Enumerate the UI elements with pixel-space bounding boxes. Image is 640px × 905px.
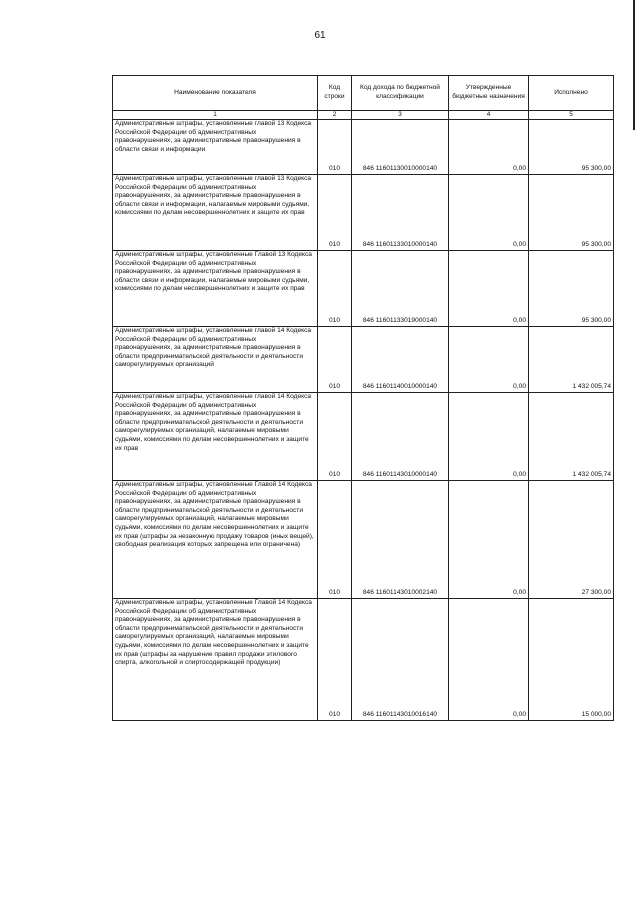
page-number: 61 (314, 30, 326, 41)
income-code-cell: 846 11601143010002140 (352, 481, 449, 599)
approved-cell: 0,00 (449, 327, 529, 393)
executed-cell: 15 000,00 (529, 599, 614, 721)
indicator-name-cell: Административные штрафы, установленные Главой 14 Кодекса Российской Федерации об административных правонарушениях, за административные правонарушения в области предпринимательской деятельности и деятельности саморегулируемых организаций, налагаемые мировыми судьями, комиссиями по делам несовершеннолетних и защите их прав (штрафы за нарушение правил продажи этилового спирта, алкогольной и спиртосодержащей продукции) (113, 599, 318, 721)
indicator-name-cell: Административные штрафы, установленные главой 13 Кодекса Российской Федерации об административных правонарушениях, за административные правонарушения в области связи и информации (113, 120, 318, 175)
approved-cell: 0,00 (449, 251, 529, 327)
column-number-row (113, 111, 614, 120)
scan-edge-mark (633, 0, 635, 130)
column-number: 5 (529, 111, 614, 120)
approved-cell: 0,00 (449, 481, 529, 599)
indicator-name-cell: Административные штрафы, установленные главой 13 Кодекса Российской Федерации об административных правонарушениях, за административные правонарушения в области связи и информации, налагаемые мировыми судьями, комиссиями по делам несовершеннолетних и защите их прав (113, 175, 318, 251)
header-executed: Исполнено (529, 76, 614, 111)
executed-cell: 27 300,00 (529, 481, 614, 599)
table-row (113, 175, 614, 251)
line-code-cell: 010 (318, 481, 352, 599)
executed-cell: 95 300,00 (529, 120, 614, 175)
table-header-row (113, 76, 614, 111)
column-number: 3 (352, 111, 449, 120)
line-code-cell: 010 (318, 393, 352, 481)
header-income-code: Код дохода по бюджетной классификации (352, 76, 449, 111)
approved-cell: 0,00 (449, 175, 529, 251)
header-line-code: Код строки (318, 76, 352, 111)
approved-cell: 0,00 (449, 120, 529, 175)
line-code-cell: 010 (318, 599, 352, 721)
indicator-name-cell: Административные штрафы, установленные Главой 13 Кодекса Российской Федерации об административных правонарушениях, за административные правонарушения в области связи и информации, налагаемые мировыми судьями, комиссиями по делам несовершеннолетних и защите их прав (113, 251, 318, 327)
indicator-name-cell: Административные штрафы, установленные главой 14 Кодекса Российской Федерации об административных правонарушениях, за административные правонарушения в области предпринимательской деятельности и деятельности саморегулируемых организаций (113, 327, 318, 393)
income-code-cell: 846 11601133019000140 (352, 251, 449, 327)
income-code-cell: 846 11601143010000140 (352, 393, 449, 481)
table-row (113, 393, 614, 481)
approved-cell: 0,00 (449, 599, 529, 721)
executed-cell: 95 300,00 (529, 175, 614, 251)
table-row (113, 251, 614, 327)
table-row (113, 327, 614, 393)
header-approved: Утвержденные бюджетные назначения (449, 76, 529, 111)
line-code-cell: 010 (318, 327, 352, 393)
budget-execution-table (112, 75, 614, 721)
income-code-cell: 846 11601140010000140 (352, 327, 449, 393)
table-row (113, 481, 614, 599)
table-row (113, 120, 614, 175)
line-code-cell: 010 (318, 120, 352, 175)
income-code-cell: 846 11601130010000140 (352, 120, 449, 175)
column-number: 2 (318, 111, 352, 120)
header-indicator-name: Наименование показателя (113, 76, 318, 111)
executed-cell: 95 300,00 (529, 251, 614, 327)
income-code-cell: 846 11601133010000140 (352, 175, 449, 251)
line-code-cell: 010 (318, 175, 352, 251)
indicator-name-cell: Административные штрафы, установленные Главой 14 Кодекса Российской Федерации об административных правонарушениях, за административные правонарушения в области предпринимательской деятельности и деятельности саморегулируемых организаций, налагаемые мировыми судьями, комиссиями по делам несовершеннолетних и защите их прав (штрафы за незаконную продажу товаров (иных вещей), свободная реализация которых запрещена или ограничена) (113, 481, 318, 599)
executed-cell: 1 432 005,74 (529, 393, 614, 481)
column-number: 1 (113, 111, 318, 120)
table-row (113, 599, 614, 721)
column-number: 4 (449, 111, 529, 120)
indicator-name-cell: Административные штрафы, установленные главой 14 Кодекса Российской Федерации об административных правонарушениях, за административные правонарушения в области предпринимательской деятельности и деятельности саморегулируемых организаций, налагаемые мировыми судьями, комиссиями по делам несовершеннолетних и защите их прав (113, 393, 318, 481)
line-code-cell: 010 (318, 251, 352, 327)
income-code-cell: 846 11601143010016140 (352, 599, 449, 721)
approved-cell: 0,00 (449, 393, 529, 481)
executed-cell: 1 432 005,74 (529, 327, 614, 393)
